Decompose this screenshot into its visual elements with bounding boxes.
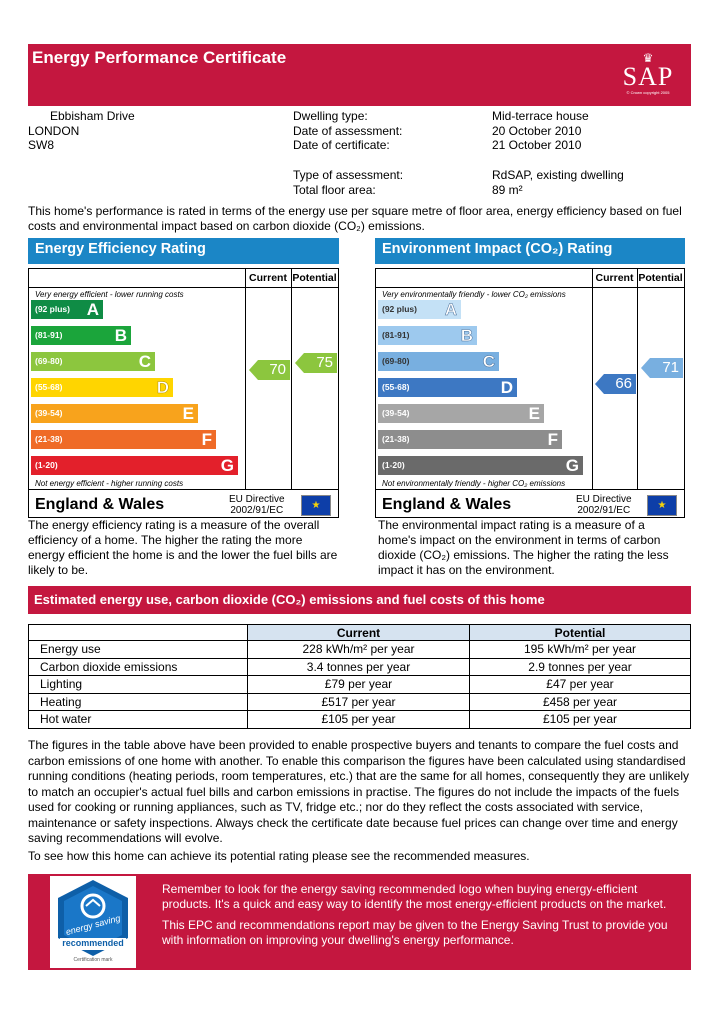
environment-band-letter: E bbox=[528, 404, 540, 423]
environment-band-f bbox=[378, 430, 562, 449]
sap-logo-letters: SAP bbox=[622, 62, 674, 91]
efficiency-band-range: (92 plus) bbox=[35, 304, 70, 314]
environment-rating-title: Environment Impact (CO₂) Rating bbox=[375, 238, 685, 264]
dwelling-type-label: Dwelling type: bbox=[293, 109, 368, 123]
efficiency-band-letter: F bbox=[201, 430, 212, 449]
efficiency-potential-rating bbox=[295, 353, 337, 373]
environment-band-range: (69-80) bbox=[382, 356, 410, 366]
table-row bbox=[29, 658, 691, 676]
row-label: Lighting bbox=[29, 676, 248, 694]
efficiency-current-header: Current bbox=[249, 272, 287, 284]
page-title: Energy Performance Certificate bbox=[32, 48, 287, 67]
efficiency-band-letter: B bbox=[114, 326, 127, 345]
environment-band-letter: C bbox=[482, 352, 495, 371]
efficiency-band-d bbox=[31, 378, 173, 397]
table-row bbox=[29, 676, 691, 694]
environment-rating-chart bbox=[375, 268, 685, 518]
environment-band-range: (81-91) bbox=[382, 330, 410, 340]
efficiency-band-g bbox=[31, 456, 238, 475]
environment-band-c bbox=[378, 352, 499, 371]
row-label: Hot water bbox=[29, 711, 248, 729]
crown-copyright: © Crown copyright 2005 bbox=[626, 90, 670, 95]
efficiency-band-a bbox=[31, 300, 103, 319]
environment-band-range: (92 plus) bbox=[382, 304, 417, 314]
row-potential: £105 per year bbox=[470, 711, 691, 729]
efficiency-top-note: Very energy efficient - lower running costs bbox=[35, 290, 184, 299]
efficiency-eu-directive: EU Directive 2002/91/EC bbox=[229, 494, 285, 516]
efficiency-band-letter: C bbox=[138, 352, 151, 371]
efficiency-band-letter: E bbox=[182, 404, 194, 423]
efficiency-band-range: (39-54) bbox=[35, 408, 63, 418]
date-assessment-value: 20 October 2010 bbox=[492, 123, 582, 138]
notes-paragraph: The figures in the table above have been provided to enable prospective buyers and tenants to compare the fuel costs and carbon emissions of one home with another. To enable this comparison the figures have been calculated using standardised running conditions (heating periods, room temperatures, etc.) that are the same for all homes, consequently they are unlikely to match an occupier's actual fuel bills and carbon emissions in practise. The figures do not include the impacts of the fuels used for cooking or running appliances, such as TV, fridge etc.; nor do they reflect the costs associated with service, maintenance or safety inspections. Always check the certificate date because fuel prices can change over time and energy saving recommendations will evolve. bbox=[28, 738, 690, 845]
environment-current-value: 66 bbox=[615, 375, 632, 392]
efficiency-region: England & Wales bbox=[35, 496, 165, 513]
efficiency-current-rating bbox=[249, 360, 290, 380]
environment-description: The environmental impact rating is a measure of a home's impact on the environment in terms of carbon dioxide (CO₂) emissions. The higher the rating the less impact it has on the environment. bbox=[378, 518, 669, 577]
environment-top-note: Very environmentally friendly - lower CO₂ emissions bbox=[382, 290, 566, 299]
row-potential: 195 kWh/m² per year bbox=[470, 641, 691, 659]
environment-band-letter: A bbox=[444, 300, 457, 319]
environment-band-range: (55-68) bbox=[382, 382, 410, 392]
footer-text-epc: This EPC and recommendations report may be given to the Energy Saving Trust to provide you with information on improving your dwelling's energy performance. bbox=[162, 918, 668, 947]
environment-potential-value: 71 bbox=[662, 359, 679, 376]
date-assessment-label: Date of assessment: bbox=[293, 123, 403, 138]
environment-band-range: (39-54) bbox=[382, 408, 410, 418]
environment-current-header: Current bbox=[595, 272, 634, 284]
dwelling-type-value: Mid-terrace house bbox=[492, 109, 589, 123]
environment-band-letter: F bbox=[547, 430, 558, 449]
logo-energy-saving-text: energy saving bbox=[64, 912, 122, 938]
row-potential: £458 per year bbox=[470, 693, 691, 711]
energy-saving-recommended-logo bbox=[50, 876, 136, 968]
table-row bbox=[29, 693, 691, 711]
intro-paragraph: This home's performance is rated in terms of the energy use per square metre of floor area, energy efficiency based on fuel costs and environmental impact based on carbon dioxide (CO₂) emissions. bbox=[28, 204, 682, 233]
estimate-section-title: Estimated energy use, carbon dioxide (CO₂) emissions and fuel costs of this home bbox=[28, 586, 691, 614]
environment-current-rating bbox=[595, 374, 636, 394]
environment-potential-header: Potential bbox=[638, 272, 683, 284]
efficiency-band-b bbox=[31, 326, 131, 345]
efficiency-band-letter: D bbox=[156, 378, 169, 397]
address-line2: LONDON bbox=[28, 123, 80, 138]
eu-flag-icon: ★ bbox=[647, 495, 677, 516]
footer-banner bbox=[28, 874, 691, 970]
efficiency-potential-header: Potential bbox=[292, 272, 337, 284]
crown-icon: ♛ bbox=[642, 51, 654, 65]
environment-band-letter: B bbox=[460, 326, 473, 345]
efficiency-band-letter: A bbox=[86, 300, 99, 319]
floor-area-value: 89 m² bbox=[492, 182, 523, 197]
sap-logo bbox=[613, 52, 683, 100]
efficiency-band-f bbox=[31, 430, 216, 449]
row-label: Carbon dioxide emissions bbox=[29, 658, 248, 676]
row-current: 3.4 tonnes per year bbox=[248, 658, 470, 676]
certificate-header bbox=[28, 44, 691, 106]
efficiency-band-range: (55-68) bbox=[35, 382, 63, 392]
footer-text-recommended: Remember to look for the energy saving recommended logo when buying energy-efficient products. It's a quick and easy way to identify the most energy-efficient products on the market. bbox=[162, 882, 667, 911]
row-current: £517 per year bbox=[248, 693, 470, 711]
row-current: £79 per year bbox=[248, 676, 470, 694]
efficiency-rating-chart bbox=[28, 268, 339, 518]
environment-band-range: (21-38) bbox=[382, 434, 410, 444]
address-line3: SW8 bbox=[28, 138, 55, 152]
eu-flag-icon: ★ bbox=[301, 495, 331, 516]
efficiency-band-e bbox=[31, 404, 198, 423]
row-potential: £47 per year bbox=[470, 676, 691, 694]
row-potential: 2.9 tonnes per year bbox=[470, 658, 691, 676]
environment-bottom-note: Not environmentally friendly - higher CO₂ emissions bbox=[382, 479, 566, 488]
row-label: Energy use bbox=[29, 641, 248, 659]
date-certificate-label: Date of certificate: bbox=[293, 138, 390, 152]
efficiency-potential-value: 75 bbox=[316, 354, 333, 371]
environment-band-letter: G bbox=[565, 456, 579, 475]
table-row bbox=[29, 711, 691, 729]
environment-band-e bbox=[378, 404, 544, 423]
efficiency-bottom-note: Not energy efficient - higher running costs bbox=[35, 479, 184, 488]
environment-band-range: (1-20) bbox=[382, 460, 405, 470]
date-certificate-value: 21 October 2010 bbox=[492, 138, 582, 152]
environment-region: England & Wales bbox=[382, 496, 512, 513]
efficiency-band-letter: G bbox=[220, 456, 234, 475]
row-current: 228 kWh/m² per year bbox=[248, 641, 470, 659]
efficiency-rating-title: Energy Efficiency Rating bbox=[28, 238, 339, 264]
efficiency-current-value: 70 bbox=[269, 361, 286, 378]
logo-recommended-text: recommended bbox=[62, 938, 124, 948]
environment-band-letter: D bbox=[500, 378, 513, 397]
environment-band-a bbox=[378, 300, 461, 319]
address-line1: Ebbisham Drive bbox=[50, 109, 135, 123]
floor-area-label: Total floor area: bbox=[293, 182, 376, 197]
efficiency-description: The energy efficiency rating is a measure of the overall efficiency of a home. The higher the rating the more energy efficient the home is and the lower the fuel bills are likely to be. bbox=[28, 518, 338, 577]
table-row bbox=[29, 641, 691, 659]
efficiency-band-range: (1-20) bbox=[35, 460, 58, 470]
efficiency-band-range: (69-80) bbox=[35, 356, 63, 366]
row-label: Heating bbox=[29, 693, 248, 711]
row-current: £105 per year bbox=[248, 711, 470, 729]
type-assessment-label: Type of assessment: bbox=[293, 168, 404, 182]
type-assessment-value: RdSAP, existing dwelling bbox=[492, 168, 624, 182]
efficiency-band-range: (21-38) bbox=[35, 434, 63, 444]
environment-band-d bbox=[378, 378, 517, 397]
environment-band-g bbox=[378, 456, 583, 475]
see-measures-text: To see how this home can achieve its potential rating please see the recommended measures. bbox=[28, 849, 530, 863]
environment-eu-directive: EU Directive 2002/91/EC bbox=[576, 494, 632, 516]
efficiency-band-c bbox=[31, 352, 155, 371]
environment-potential-rating bbox=[641, 358, 683, 378]
environment-band-b bbox=[378, 326, 477, 345]
efficiency-band-range: (81-91) bbox=[35, 330, 63, 340]
table-header-potential: Potential bbox=[470, 625, 691, 641]
table-header-current: Current bbox=[248, 625, 470, 641]
logo-caption: Certification mark bbox=[73, 957, 113, 963]
table-corner bbox=[29, 625, 248, 641]
energy-cost-table bbox=[28, 624, 691, 729]
